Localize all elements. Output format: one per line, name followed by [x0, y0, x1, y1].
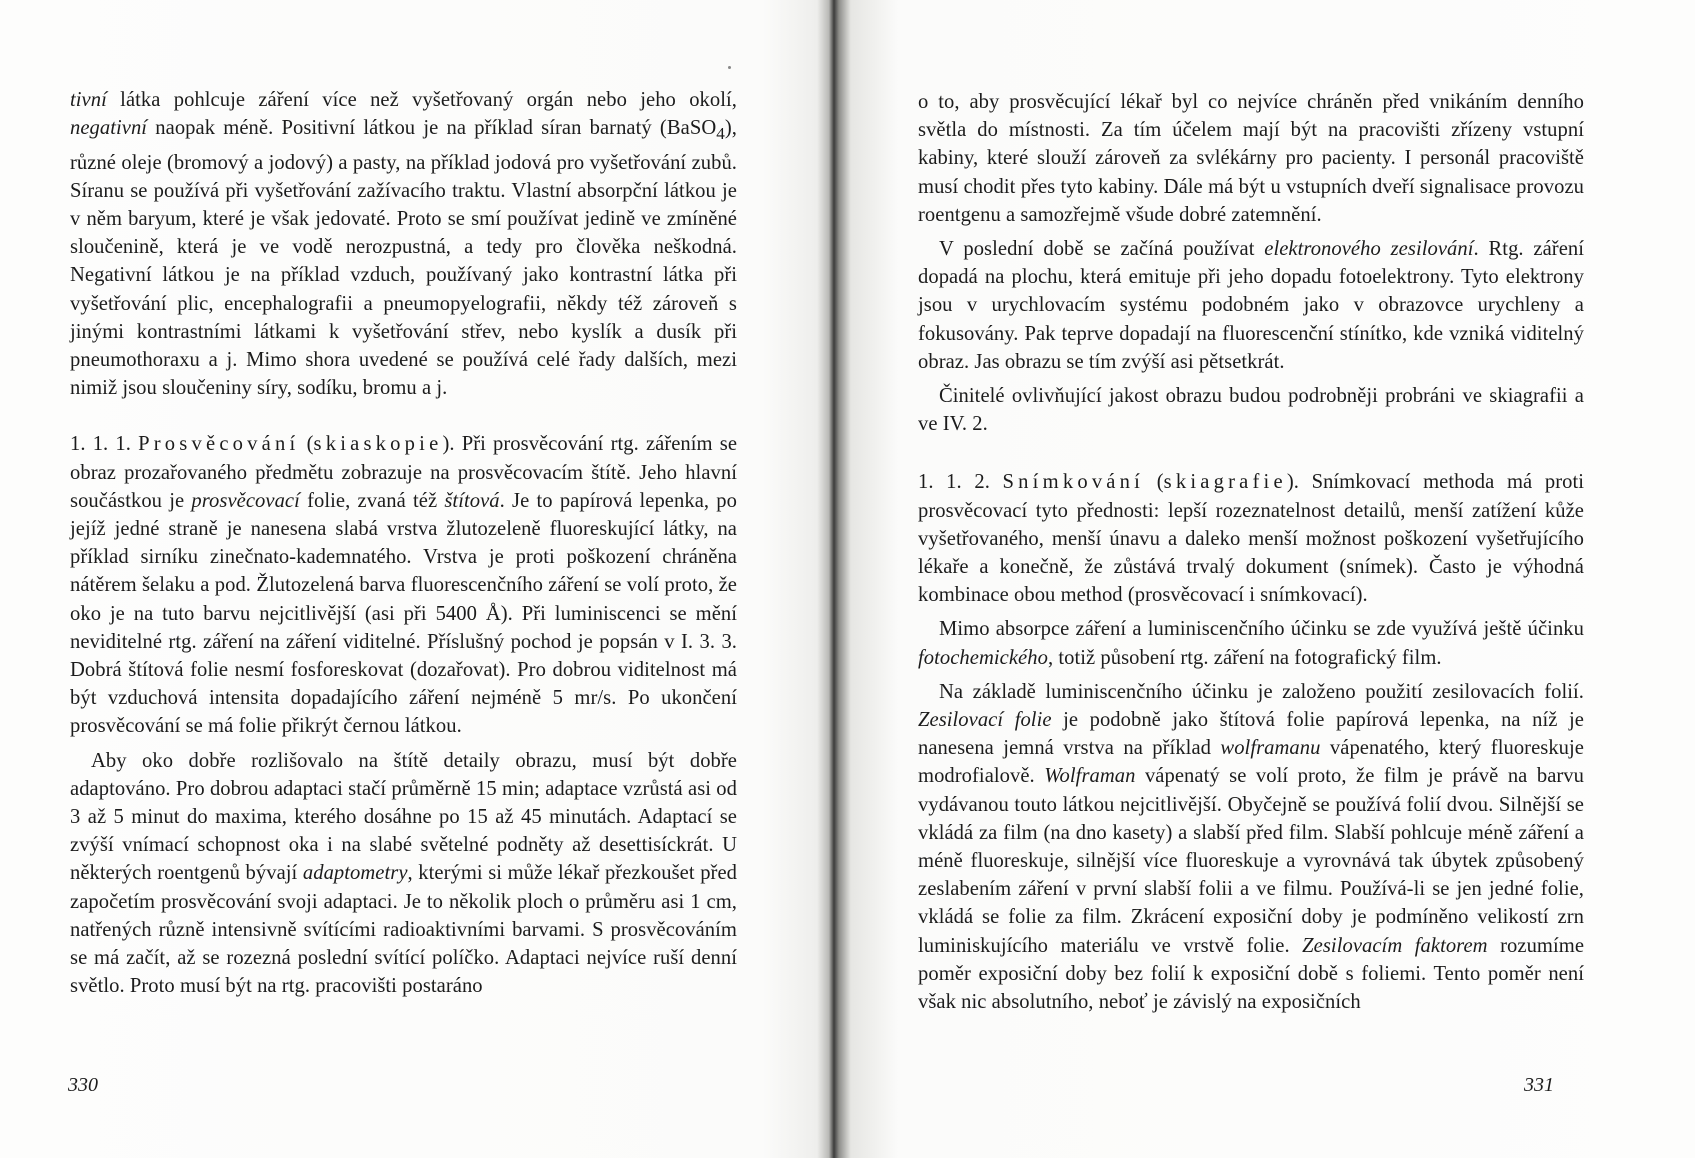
paragraph: [918, 382, 1584, 438]
text-run: je podobně jako štítová folie papírová lepenka, na níž je nanesena jemná vrstva na příklad: [918, 709, 1584, 760]
text-run: ). Při prosvěcování rtg. zářením se obraz prozařovaného předmětu zobrazuje na prosvěcovacím štítě. Jeho hlavní součástkou je: [70, 433, 738, 512]
text-run: vápenatého, který fluoreskuje modrofialově.: [918, 737, 1584, 788]
text-run: vápenatý se volí proto, že film je právě na barvu vydávanou touto látkou nejcitlivější. Obyčejně se používá folií dvou. Silnější se vkládá za film (na dno kasety) a slabší před film. Slabší pohlcuje méně záření a méně fluoreskuje, silnější více fluoreskuje a vyrovnává tak úbytek způsobený zeslabením záření v první slabší folii a ve filmu. Používá-li se jen jedné folie, vkládá se folie za film. Zkrácení exposiční doby je podmíněno velikostí zrn luminiskujícího materiálu ve vrstvě folie.: [918, 765, 1584, 957]
text-run: folie, zvaná též: [299, 489, 445, 512]
text-run: rozumíme poměr exposiční doby bez folií k exposiční době s foliemi. Tento poměr není však nic absolutního, neboť je závislý na exposičních: [918, 934, 1585, 1014]
text-run: Aby oko dobře rozlišovalo na štítě detaily obrazu, musí být dobře adaptováno. Pro dobrou adaptaci stačí průměrně 15 min; adaptace vzrůstá asi od 3 až 5 minut do maxima, kterého dosáhne po 15 až 45 minutách. Adaptací se zvýší vnímací schopnost oka i na slabé světelné podněty až desettisíckrát. U některých roentgenů bývají: [70, 749, 737, 885]
right-page-text: [918, 88, 1584, 1016]
italic-term: adaptometry: [302, 862, 408, 885]
text-run: ), různé oleje (bromový a jodový) a pasty, na příklad jodová pro vyšetřování zubů. Síranu se používá při vyšetřování zažívacího traktu. Vlastní absorpční látkou je v něm baryum, které je však jedovaté. Proto se smí používat jedině ve zmíněné sloučenině, která je ve vodě nerozpustná, a tedy pro člověka neškodná. Negativní látkou je na příklad vzduch, používaný jako kontrastní látka při vyšetřování plic, encephalografii a pneumopyelografii, někdy též zároveň s jinými kontrastními látkami k vyšetřování střev, nebo kyslík a dusík při pneumothoraxu a j. Mimo shora uvedené se používá celé řady dalších, mezi nimiž jsou sloučeniny síry, sodíku, bromu a j.: [70, 117, 737, 400]
text-run: Mimo absorpce záření a luminiscenčního účinku se zde využívá ještě účinku: [939, 618, 1584, 641]
text-run: V poslední době se začíná používat: [939, 238, 1265, 261]
text-run: 1. 1. 2.: [918, 471, 1003, 494]
italic-term: štítová: [444, 489, 500, 512]
spaced-heading: Prosvěcování: [138, 433, 300, 456]
text-run: . Rtg. záření dopadá na plochu, která emituje při jeho dopadu fotoelektrony. Tyto elektrony jsou v urychlovacím systému podobném jako v obrazovce urychleny a fokusovány. Pak teprve dopadají na fluorescenční stínítko, kde vzniká viditelný obraz. Jas obrazu se tím zvýší asi pětsetkrát.: [918, 238, 1585, 373]
section-paragraph-1-1-2: [918, 468, 1584, 609]
italic-term: prosvěcovací: [191, 489, 300, 512]
page-number: 331: [1524, 1074, 1554, 1096]
italic-term: Zesilovací folie: [918, 709, 1052, 732]
italic-term: wolframanu: [1220, 737, 1321, 760]
italic-term: elektronového zesilování: [1264, 238, 1474, 261]
text-run: 1. 1. 1.: [70, 433, 139, 456]
text-run: (: [299, 433, 314, 456]
text-run: o to, aby prosvěcující lékař byl co nejvíce chráněn před vnikáním denního světla do místnosti. Za tím účelem mají být na pracovišti zřízeny vstupní kabiny, které slouží zároveň za svlékárny pro pacienty. I personál pracoviště musí chodit přes tyto kabiny. Dále má být u vstupních dveří signalisace provozu roentgenu a samozřejmě všude dobré zatemnění.: [918, 91, 1584, 226]
paragraph: [70, 747, 737, 1001]
spaced-heading: Snímkování: [1002, 471, 1145, 494]
paragraph: [918, 235, 1584, 376]
paragraph: [918, 678, 1584, 1016]
text-run: ). Snímkovací methoda má proti prosvěcovací tyto přednosti: lepší rozeznatelnost detailů, menší zatížení kůže vyšetřovaného, menší únavu a daleko menší možnost poškození vyšetřujícího lékaře a konečně, že zůstává trvalý dokument (snímek). Často je výhodná kombinace obou method (prosvěcovací i snímkovací).: [918, 471, 1585, 607]
left-page: [0, 0, 815, 1158]
text-run: . Je to papírová lepenka, po jejíž jedné straně je nanesena slabá vrstva žlutozeleně fluoreskující látky, na příklad sirníku zinečnato-kademnatého. Vrstva je proti poškození chráněna nátěrem šelaku a pod. Žlutozelená barva fluorescenčního záření se volí proto, že oko je na tuto barvu nejcitlivější (asi při 5400 Å). Při luminiscenci se mění neviditelné rtg. záření na záření viditelné. Příslušný pochod je popsán v I. 3. 3. Dobrá štítová folie nesmí fosforeskovat (dozařovat). Pro dobrou viditelnost má být vzduchová intensita dopadajícího záření nejméně 5 mr/s. Po ukončení prosvěcování se má folie přikrýt černou látkou.: [70, 489, 737, 738]
text-run: (: [1144, 471, 1164, 494]
paragraph: [918, 88, 1584, 229]
subscript: 4: [716, 124, 725, 144]
text-run: naopak méně. Positivní látkou je na příklad síran barnatý (BaSO: [147, 117, 717, 140]
text-run: , kterými si může lékař přezkoušet před započetím prosvěcování svoji adaptaci. Je to několik ploch o průměru asi 1 cm, natřených různě intensivně svítícími radioaktivními barvami. S prosvěcováním se má začít, až se rozezná poslední svítící políčko. Adaptaci nejvíce ruší denní světlo. Proto musí být na rtg. pracovišti postaráno: [70, 862, 737, 998]
text-run: látka pohlcuje záření více než vyšetřovaný orgán nebo jeho okolí,: [106, 89, 737, 111]
italic-term: Wolframan: [1044, 765, 1136, 788]
left-page-text: [70, 86, 737, 1000]
spaced-heading: skiaskopie: [313, 433, 443, 456]
italic-term: fotochemického: [918, 646, 1048, 669]
paragraph: [70, 86, 737, 402]
italic-term: negativní: [70, 117, 148, 140]
text-run: Činitelé ovlivňující jakost obrazu budou podrobněji probráni ve skiagrafii a ve IV. 2.: [918, 385, 1584, 436]
page-number: 330: [68, 1074, 98, 1096]
italic-term: tivní: [70, 89, 107, 111]
italic-term: Zesilovacím faktorem: [1302, 934, 1488, 957]
section-paragraph-1-1-1: [70, 430, 737, 740]
text-run: Na základě luminiscenčního účinku je založeno použití zesilovacích folií.: [939, 680, 1584, 703]
spaced-heading: skiagrafie: [1163, 471, 1287, 494]
paragraph: [918, 615, 1584, 671]
paper-speck: [728, 66, 731, 69]
text-run: , totiž působení rtg. záření na fotografický film.: [1047, 646, 1442, 669]
right-page: [838, 0, 1695, 1158]
